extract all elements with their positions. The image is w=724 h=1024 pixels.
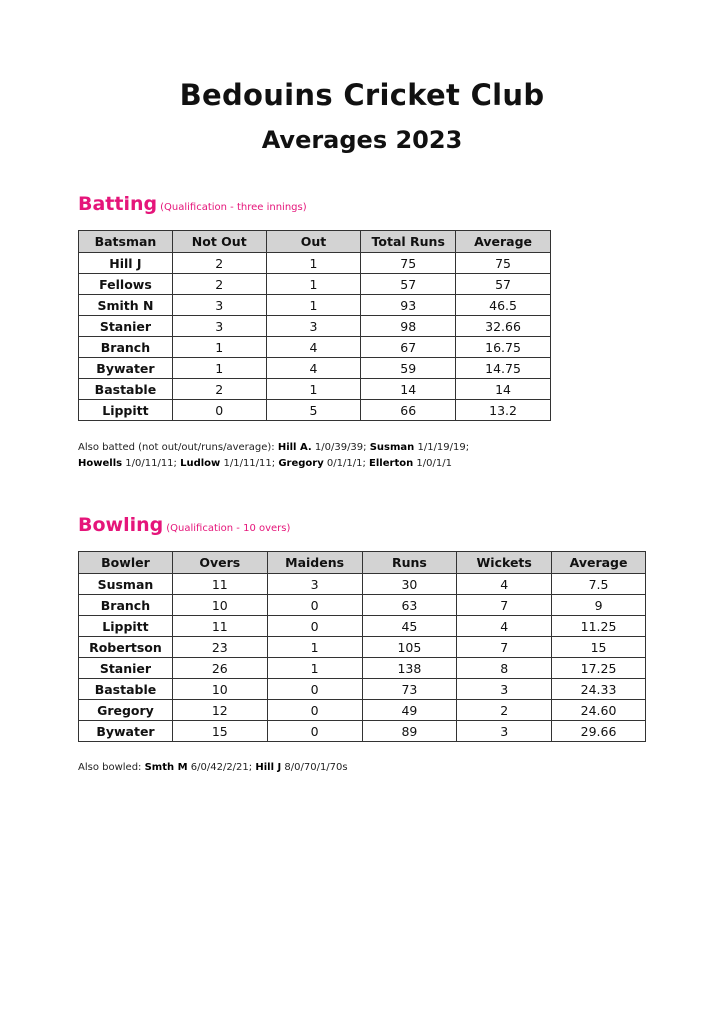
stat-cell: 1 [266,295,361,316]
bowling-qualification: (Qualification - 10 overs) [166,523,291,534]
player-name-cell: Branch [79,595,173,616]
batting-qualification: (Qualification - three innings) [160,202,307,213]
stat-cell: 45 [362,616,457,637]
table-row [79,700,646,721]
stat-cell: 89 [362,721,457,742]
stat-cell: 32.66 [456,316,551,337]
note-player-name: Howells [78,458,123,469]
note-player-name: Smth M [144,762,188,773]
batting-header-cell: Out [266,231,361,253]
note-player-stats: 1/0/39/39; [314,442,367,453]
stat-cell: 75 [361,253,456,274]
stat-cell: 3 [457,679,552,700]
note-player-stats: 1/1/19/19; [417,442,470,453]
bowling-header-cell: Runs [362,552,457,574]
stat-cell: 3 [266,316,361,337]
batting-header-cell: Batsman [79,231,173,253]
batting-header-cell: Average [456,231,551,253]
stat-cell: 3 [267,574,362,595]
batting-also-batted-note [78,440,548,472]
stat-cell: 0 [267,595,362,616]
stat-cell: 17.25 [552,658,646,679]
note-lead-text: Also bowled: [78,762,145,773]
note-player-name: Hill A. [277,442,312,453]
table-row [79,295,551,316]
stat-cell: 2 [172,253,266,274]
player-name-cell: Lippitt [79,616,173,637]
table-row [79,616,646,637]
stat-cell: 0 [267,700,362,721]
stat-cell: 66 [361,400,456,421]
stat-cell: 3 [457,721,552,742]
batting-section-heading [78,193,307,215]
table-row [79,253,551,274]
batting-table [78,230,551,421]
stat-cell: 63 [362,595,457,616]
stat-cell: 11.25 [552,616,646,637]
table-row [79,358,551,379]
batting-heading: Batting [78,193,158,215]
note-player-stats: 1/1/11/11; [223,458,276,469]
stat-cell: 13.2 [456,400,551,421]
stat-cell: 7 [457,595,552,616]
stat-cell: 30 [362,574,457,595]
stat-cell: 1 [172,337,266,358]
bowling-section-heading [78,514,290,536]
player-name-cell: Susman [79,574,173,595]
table-row [79,574,646,595]
page-subtitle: Averages 2023 [261,126,463,154]
table-row [79,637,646,658]
page-title: Bedouins Cricket Club [179,78,545,112]
stat-cell: 24.60 [552,700,646,721]
stat-cell: 1 [267,658,362,679]
stat-cell: 1 [172,358,266,379]
stat-cell: 138 [362,658,457,679]
stat-cell: 0 [267,679,362,700]
stat-cell: 1 [266,253,361,274]
player-name-cell: Branch [79,337,173,358]
note-player-name: Hill J [255,762,282,773]
stat-cell: 4 [457,574,552,595]
bowling-header-cell: Average [552,552,646,574]
bowling-header-cell: Overs [172,552,267,574]
stat-cell: 3 [172,295,266,316]
stat-cell: 26 [172,658,267,679]
stat-cell: 0 [267,616,362,637]
note-player-name: Ellerton [369,458,414,469]
stat-cell: 16.75 [456,337,551,358]
stat-cell: 24.33 [552,679,646,700]
stat-cell: 14 [361,379,456,400]
stat-cell: 67 [361,337,456,358]
stat-cell: 46.5 [456,295,551,316]
bowling-table [78,551,646,742]
note-player-stats: 6/0/42/2/21; [190,762,253,773]
stat-cell: 29.66 [552,721,646,742]
stat-cell: 10 [172,679,267,700]
player-name-cell: Stanier [79,658,173,679]
note-lead-text: Also batted (not out/out/runs/average): [78,442,278,453]
bowling-also-bowled-note [78,760,638,776]
stat-cell: 14 [456,379,551,400]
table-row [79,721,646,742]
player-name-cell: Hill J [79,253,173,274]
stat-cell: 10 [172,595,267,616]
stat-cell: 7 [457,637,552,658]
stat-cell: 0 [172,400,266,421]
note-player-name: Gregory [278,458,324,469]
stat-cell: 4 [457,616,552,637]
stat-cell: 57 [456,274,551,295]
stat-cell: 11 [172,616,267,637]
stat-cell: 9 [552,595,646,616]
player-name-cell: Gregory [79,700,173,721]
batting-header-cell: Not Out [172,231,266,253]
batting-header-cell: Total Runs [361,231,456,253]
bowling-header-row [79,552,646,574]
stat-cell: 7.5 [552,574,646,595]
stat-cell: 57 [361,274,456,295]
stat-cell: 49 [362,700,457,721]
stat-cell: 1 [266,379,361,400]
stat-cell: 2 [172,274,266,295]
stat-cell: 2 [172,379,266,400]
bowling-heading: Bowling [78,514,164,536]
player-name-cell: Fellows [79,274,173,295]
stat-cell: 73 [362,679,457,700]
player-name-cell: Robertson [79,637,173,658]
note-player-stats: 1/0/1/1 [416,458,452,469]
player-name-cell: Bywater [79,358,173,379]
stat-cell: 0 [267,721,362,742]
batting-header-row [79,231,551,253]
table-row [79,400,551,421]
table-row [79,316,551,337]
note-player-stats: 0/1/1/1; [326,458,366,469]
player-name-cell: Bastable [79,679,173,700]
table-row [79,679,646,700]
stat-cell: 8 [457,658,552,679]
player-name-cell: Smith N [79,295,173,316]
table-row [79,337,551,358]
player-name-cell: Bastable [79,379,173,400]
note-player-name: Ludlow [180,458,221,469]
note-player-name: Susman [369,442,415,453]
stat-cell: 5 [266,400,361,421]
table-row [79,658,646,679]
stat-cell: 15 [172,721,267,742]
table-row [79,379,551,400]
stat-cell: 75 [456,253,551,274]
player-name-cell: Bywater [79,721,173,742]
player-name-cell: Stanier [79,316,173,337]
stat-cell: 2 [457,700,552,721]
stat-cell: 105 [362,637,457,658]
note-player-stats: 8/0/70/1/70s [284,762,348,773]
bowling-header-cell: Maidens [267,552,362,574]
table-row [79,274,551,295]
stat-cell: 12 [172,700,267,721]
player-name-cell: Lippitt [79,400,173,421]
stat-cell: 3 [172,316,266,337]
stat-cell: 98 [361,316,456,337]
stat-cell: 93 [361,295,456,316]
stat-cell: 1 [267,637,362,658]
stat-cell: 59 [361,358,456,379]
bowling-header-cell: Bowler [79,552,173,574]
stat-cell: 4 [266,358,361,379]
note-player-stats: 1/0/11/11; [125,458,177,469]
stat-cell: 4 [266,337,361,358]
stat-cell: 15 [552,637,646,658]
table-row [79,595,646,616]
stat-cell: 11 [172,574,267,595]
stat-cell: 1 [266,274,361,295]
bowling-header-cell: Wickets [457,552,552,574]
stat-cell: 14.75 [456,358,551,379]
stat-cell: 23 [172,637,267,658]
